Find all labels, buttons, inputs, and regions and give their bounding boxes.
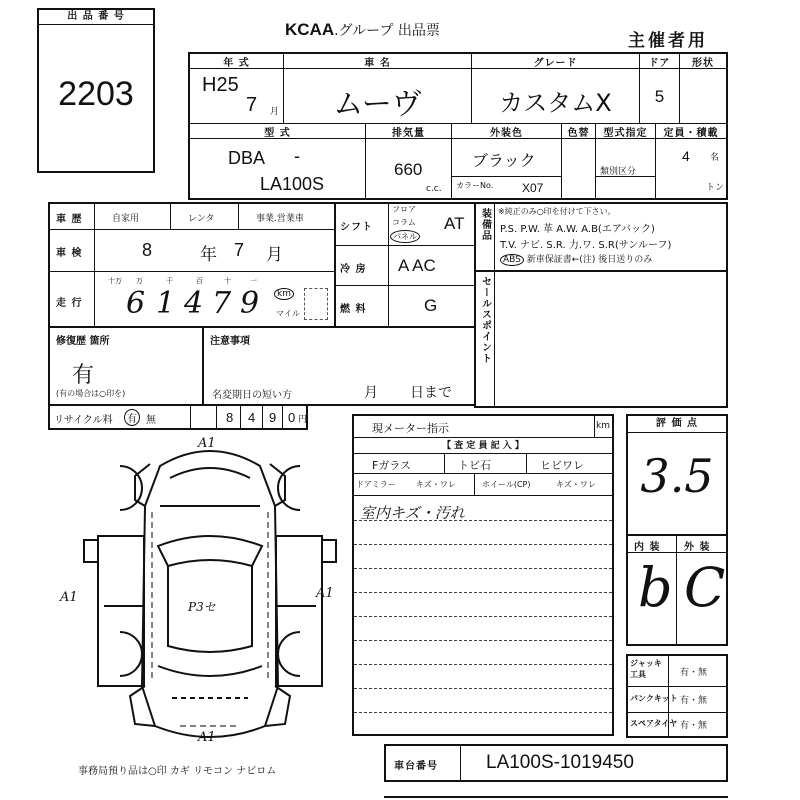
car-name-cell — [284, 54, 472, 124]
year-label: 年 式 — [190, 54, 283, 69]
equipment-box — [474, 202, 728, 272]
inspection-year: 8 — [142, 240, 153, 260]
shift-value: AT — [444, 214, 465, 233]
equipment-label: 装備品 — [479, 208, 491, 241]
footer-note: 事務局預り品は○印 カギ リモコン ナビロム — [78, 766, 277, 777]
color-swap-cell — [562, 124, 596, 198]
inspection-month-unit: 月 — [266, 245, 283, 265]
chassis-label: 車台番号 — [394, 761, 438, 772]
sales-point-box — [474, 270, 728, 408]
lot-box — [37, 8, 155, 173]
mileage-digit: 9 — [240, 286, 260, 321]
recycle-unit: 円 — [298, 415, 308, 425]
abs-option: ABS — [500, 254, 524, 266]
interior-score: b — [638, 556, 673, 619]
header-title — [285, 20, 440, 40]
notes-label: 注意事項 — [210, 336, 250, 347]
puncture-label: パンクキット — [630, 694, 678, 703]
jack-label: ジャッキ工具 — [630, 659, 662, 679]
meter-label: 現メーター指示 — [372, 422, 449, 435]
history-label: 車 歴 — [56, 214, 83, 225]
mileage-digit: 1 — [156, 286, 176, 321]
notes-box — [202, 326, 476, 406]
mileage-unit-100k: 十万 — [108, 277, 122, 285]
inspector-crack: ヒビワレ — [540, 459, 584, 472]
model-spec-label: 型式指定 — [596, 124, 655, 139]
shift-box — [334, 202, 476, 328]
jack-value: 有・無 — [680, 668, 708, 678]
mileage-unit-1k: 千 — [166, 277, 173, 285]
capacity-label: 定員・積載 — [656, 124, 726, 139]
recycle-digit: 9 — [269, 410, 277, 425]
doors-value: 5 — [654, 87, 665, 106]
mileage-km: km — [274, 288, 294, 300]
fuel-label: 燃 料 — [340, 304, 367, 315]
shape-label: 形状 — [680, 54, 726, 69]
color-number: X07 — [522, 181, 544, 195]
shift-floor: フロア — [392, 205, 416, 214]
repair-value: 有 — [72, 363, 95, 388]
fuel-value: G — [424, 296, 438, 315]
header-title-text: .グループ 出品票 — [334, 23, 440, 39]
displacement-label: 排気量 — [366, 124, 451, 139]
shift-panel: パネル — [390, 230, 420, 243]
inspector-comment: 室内キズ・汚れ — [360, 504, 465, 522]
model-label: 型 式 — [190, 124, 365, 139]
shift-column: コラム — [392, 218, 416, 227]
color-value: ブラック — [472, 151, 536, 170]
puncture-value: 有・無 — [680, 696, 708, 706]
capacity-tons-unit: トン — [706, 183, 725, 193]
year-cell — [190, 54, 284, 124]
equipment-line2: T.V. ナビ. S.R. 力.ワ. S.R(サンルーフ) — [500, 240, 672, 251]
inspector-box — [352, 414, 614, 736]
inspector-fglass: Fガラス — [372, 459, 411, 472]
spare-value: 有・無 — [680, 721, 708, 731]
inspector-mirror-damage: キズ・ワレ — [416, 480, 456, 489]
name-change-month: 月 — [364, 385, 378, 401]
equipment-line3: 新車保証書←(注) 後日送りのみ — [526, 255, 653, 265]
recycle-digit: 0 — [288, 410, 296, 425]
score-label: 評 価 点 — [628, 416, 726, 433]
equipment-note: ※純正のみ○印を付けて下さい。 — [498, 207, 616, 216]
repair-note: (有の場合は○印を) — [56, 389, 126, 398]
doors-label: ドア — [640, 54, 679, 69]
color-label: 外装色 — [452, 124, 561, 139]
diagram-left-mark: A1 — [60, 590, 78, 605]
year-month-suffix: 月 — [270, 107, 280, 117]
chassis-box — [384, 744, 728, 782]
recycle-label: リサイクル料 — [54, 415, 113, 426]
capacity-cell — [656, 124, 726, 198]
chassis-value: LA100S-1019450 — [486, 752, 634, 773]
sub-score-box — [626, 534, 728, 646]
doors-cell — [640, 54, 680, 124]
mileage-extra-box — [304, 288, 328, 320]
displacement-value: 660 — [394, 160, 423, 179]
exterior-score: C — [684, 556, 726, 619]
car-damage-diagram — [60, 436, 360, 756]
diagram-rear-mark: A1 — [198, 730, 216, 745]
grade-cell — [472, 54, 640, 124]
mileage-digit: 6 — [126, 286, 146, 321]
model-dash: - — [294, 146, 300, 166]
mileage-mile: マイル — [276, 309, 300, 318]
brand-logo: KCAA — [285, 20, 335, 39]
inspection-year-unit: 年 — [200, 245, 217, 265]
displacement-unit: c.c. — [426, 184, 442, 194]
inspector-wheel: ホイール(CP) — [482, 480, 531, 489]
score-value: 3.5 — [640, 449, 714, 503]
ac-value: A AC — [398, 256, 436, 275]
sales-point-label: セールスポイント — [479, 276, 491, 364]
repair-box — [48, 326, 204, 406]
lot-number: 2203 — [58, 75, 134, 113]
name-change-day: 日まで — [410, 385, 452, 401]
recycle-no: 無 — [146, 415, 156, 426]
lot-label: 出 品 番 号 — [39, 10, 153, 25]
score-box — [626, 414, 728, 536]
mileage-unit-100: 百 — [196, 277, 203, 285]
comment-lines — [354, 496, 612, 734]
history-private: 自家用 — [112, 214, 140, 224]
grade-value: カスタムX — [499, 89, 612, 117]
history-rental: レンタ — [188, 214, 215, 224]
car-name-value: ムーヴ — [333, 87, 422, 122]
year-era: H25 — [202, 74, 239, 96]
ac-label: 冷 房 — [340, 264, 367, 275]
inspector-mirror: ドアミラー — [356, 480, 396, 489]
diagram-right-mark: A1 — [316, 586, 334, 601]
meter-unit: km — [596, 421, 610, 431]
recycle-box — [48, 404, 308, 430]
color-swap-label: 色替 — [562, 124, 595, 139]
inspection-label: 車 検 — [56, 248, 83, 259]
shape-cell — [680, 54, 726, 124]
mileage-unit-1: 一 — [250, 277, 257, 285]
recycle-digit: 4 — [248, 410, 256, 425]
equipment-line1: P.S. P.W. 革 A.W. A.B(エアバック) — [500, 224, 655, 235]
mileage-unit-10: 十 — [224, 277, 231, 285]
history-business: 事業.営業車 — [256, 214, 304, 224]
organizer-label: 主催者用 — [628, 31, 708, 51]
history-box — [48, 202, 336, 328]
diagram-front-mark: A1 — [198, 436, 216, 451]
mileage-label: 走 行 — [56, 298, 83, 309]
spare-label: スペアタイヤ — [630, 719, 678, 728]
car-name-label: 車 名 — [284, 54, 471, 69]
model-cell — [190, 124, 366, 198]
tools-box — [626, 654, 728, 738]
color-number-label: カラーNo. — [456, 181, 494, 190]
name-change-label: 名変期日の短い方 — [212, 390, 292, 401]
interior-label: 内 装 — [634, 542, 661, 553]
capacity-persons-unit: 名 — [710, 153, 720, 163]
year-month: 7 — [246, 94, 258, 116]
class-label: 類別区分 — [600, 167, 637, 177]
inspector-label: 【 査 定 員 記 入 】 — [442, 441, 524, 451]
shift-label: シフト — [340, 222, 373, 233]
inspector-chip: トビ石 — [458, 459, 491, 472]
color-cell — [452, 124, 562, 198]
model-code: LA100S — [260, 174, 325, 194]
mileage-digit: 4 — [184, 286, 204, 321]
repair-label: 修復歴 箇所 — [56, 336, 110, 347]
model-spec-cell — [596, 124, 656, 198]
mileage-digits — [108, 276, 268, 322]
mileage-digit: 7 — [212, 286, 232, 321]
inspector-wheel-damage: キズ・ワレ — [556, 480, 596, 489]
recycle-yes: 有 — [124, 409, 140, 426]
vehicle-info-box — [188, 52, 728, 200]
exterior-label: 外 装 — [684, 542, 711, 553]
displacement-cell — [366, 124, 452, 198]
inspection-month: 7 — [234, 240, 245, 260]
recycle-digit: 8 — [226, 410, 234, 425]
capacity-persons: 4 — [682, 148, 690, 164]
grade-label: グレード — [472, 54, 639, 69]
model-prefix: DBA — [228, 148, 266, 168]
diagram-roof-mark: P3セ — [188, 600, 216, 614]
mileage-unit-10k: 万 — [136, 277, 143, 285]
